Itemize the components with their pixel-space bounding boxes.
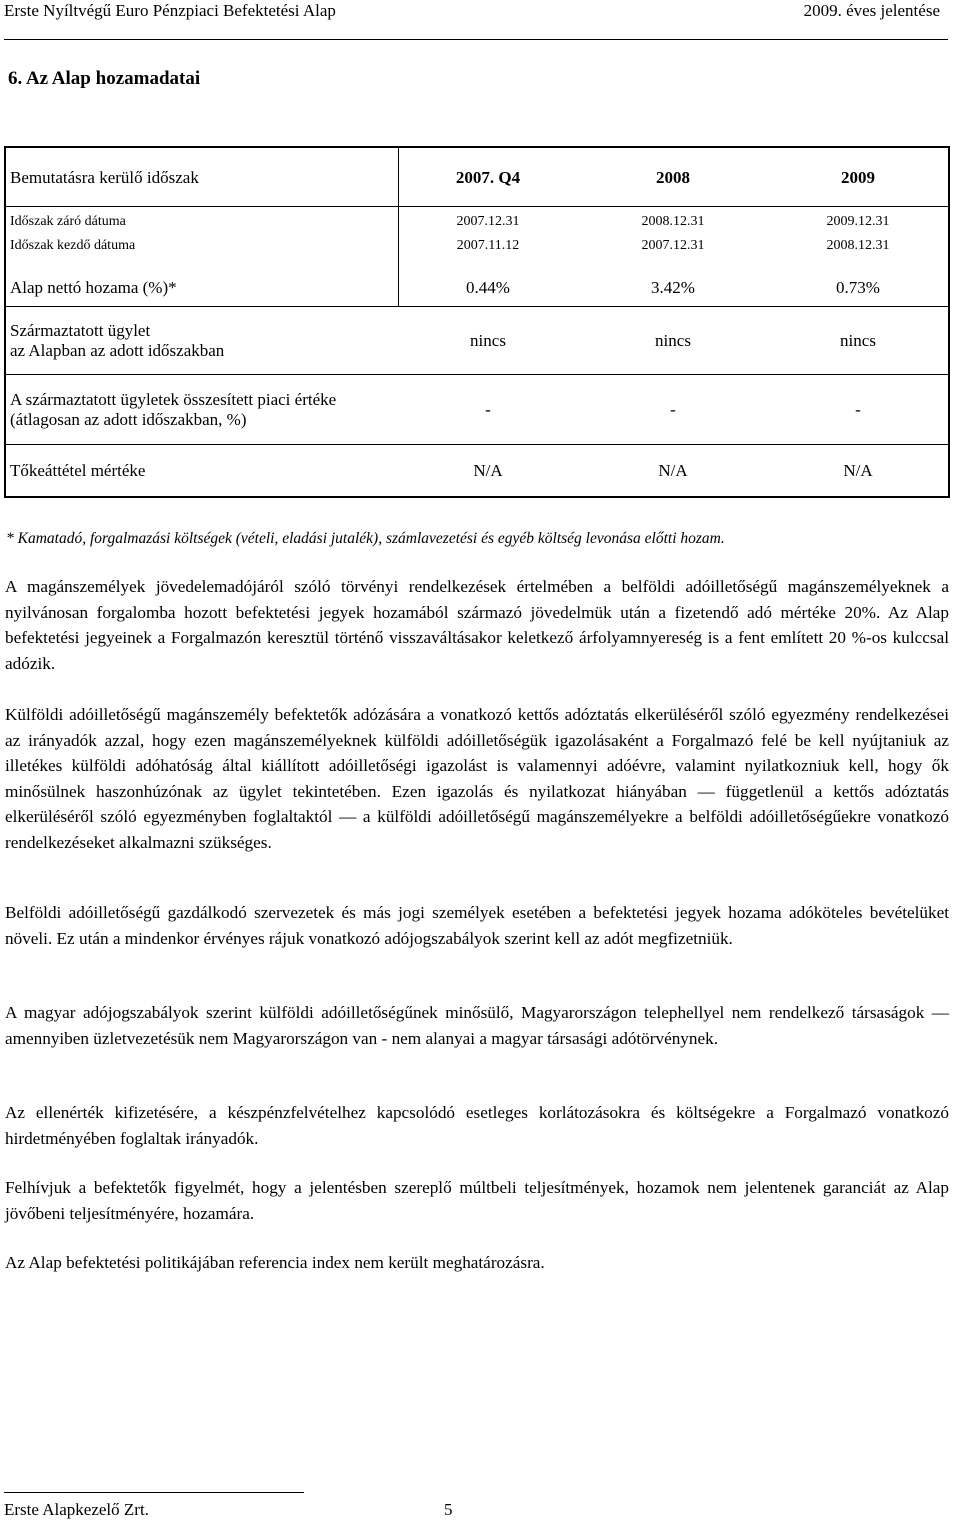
paragraph-foreign-tax: Külföldi adóilletőségű magánszemély befektetők adózására a vonatkozó kettős adóztatás elkerüléséről szóló egyezmény rendelkezései az irányadók azzal, hogy ezen magánszemélyeknek külföldi adóilletőségük igazolásaként a Forgalmazó felé be kell nyújtaniuk az illetékes külföldi adóhatóság által kiállított adóilletőségi igazolást is valamennyi adóévre, valamint nyilatkozniuk kell, hogy ők minősülnek haszonhúzónak az ügylet tekintetében. Ezen igazolás és nyilatkozat hiányában — függetlenül a kettős adóztatás elkerüléséről szóló egyezményben foglaltaktól — a külföldi adóilletőségű magánszemélyekre a belföldi adóilletőségűekre vonatkozó rendelkezéseket alkalmazni szükséges. xyxy=(5,705,949,852)
col-2009: 2009 xyxy=(841,168,875,187)
cell-value: nincs xyxy=(655,331,691,350)
row-label-line: az Alapban az adott időszakban xyxy=(10,341,225,360)
cell-value: - xyxy=(670,400,676,419)
table-divider xyxy=(6,306,948,307)
row-label-line: Származtatott ügylet xyxy=(10,321,151,340)
col-2008: 2008 xyxy=(656,168,690,187)
row-label: Alap nettó hozama (%)* xyxy=(10,278,177,297)
row-label-line: (átlagosan az adott időszakban, %) xyxy=(10,410,247,429)
table-row-header xyxy=(6,166,948,190)
row-label xyxy=(6,321,398,361)
cell-value: - xyxy=(485,400,491,419)
paragraph-payment-restrictions: Az ellenérték kifizetésére, a készpénzfelvételhez kapcsolódó esetleges korlátozásokra és költségekre a Forgalmazó vonatkozó hirdetményében foglaltak irányadók. xyxy=(5,1103,949,1148)
row-label: Időszak záró dátuma xyxy=(10,214,126,229)
paragraph-past-performance: Felhívjuk a befektetők figyelmét, hogy a jelentésben szereplő múltbeli teljesítmények, hozamok nem jelentenek garanciát az Alap jövőbeni teljesítményére, hozamára. xyxy=(5,1178,949,1223)
paragraph-domestic-entities: Belföldi adóilletőségű gazdálkodó szervezetek és más jogi személyek esetében a befektetési jegyek hozama adóköteles bevételüket növeli. Ez után a mindenkor érvényes rájuk vonatkozó adójogszabályok szerint kell az adót megfizetniük. xyxy=(5,903,949,948)
returns-table xyxy=(4,146,950,498)
cell-value: - xyxy=(855,400,861,419)
table-row-leverage xyxy=(6,458,948,484)
cell-value: 2009.12.31 xyxy=(826,214,890,229)
row-label: Időszak kezdő dátuma xyxy=(10,238,136,253)
table-row-derivative xyxy=(6,310,948,372)
cell-value: 2008.12.31 xyxy=(641,214,705,229)
table-row-net-return xyxy=(6,276,948,300)
paragraph-foreign-companies: A magyar adójogszabályok szerint külföldi adóilletőségűnek minősülő, Magyarországon telephellyel nem rendelkező társaságok — amennyiben üzletvezetésük nem Magyarországon van - nem alanyai a magyar társasági adótörvénynek. xyxy=(5,1003,949,1048)
cell-value: N/A xyxy=(473,461,503,480)
cell-value: N/A xyxy=(658,461,688,480)
header-fund-name: Erste Nyíltvégű Euro Pénzpiaci Befektetési Alap xyxy=(4,1,336,20)
table-row-end-date xyxy=(6,212,948,232)
col-2007q4: 2007. Q4 xyxy=(455,168,521,187)
cell-value: 2007.12.31 xyxy=(641,238,705,253)
row-label xyxy=(6,390,398,430)
table-divider xyxy=(6,206,948,207)
row-label: Tőkeáttétel mértéke xyxy=(10,461,146,480)
cell-value: nincs xyxy=(470,331,506,350)
paragraph-benchmark: Az Alap befektetési politikájában referencia index nem került meghatározásra. xyxy=(5,1253,545,1272)
cell-value: N/A xyxy=(843,461,873,480)
table-row-derivative-value xyxy=(6,378,948,442)
cell-value: 3.42% xyxy=(651,278,695,297)
row-label-line: A származtatott ügyletek összesített piaci értéke xyxy=(10,390,337,409)
cell-value: 0.44% xyxy=(466,278,510,297)
cell-value: 2008.12.31 xyxy=(826,238,890,253)
page-number: 5 xyxy=(444,1500,453,1519)
section-title: 6. Az Alap hozamadatai xyxy=(8,68,201,89)
paragraph-personal-tax: A magánszemélyek jövedelemadójáról szóló törvényi rendelkezések értelmében a belföldi adóilletőségű magánszemélyeknek a nyilvánosan forgalomba hozott befektetési jegyek hozamából származó jövedelmük után a fizetendő adó mértéke 20%. Az Alap befektetési jegyeinek a Forgalmazón keresztül történő visszaváltásakor keletkező árfolyamnyereség is a fent említett 20 %-os kulccsal adózik. xyxy=(5,577,949,673)
table-footnote: * Kamatadó, forgalmazási költségek (vételi, eladási jutalék), számlavezetési és egyéb költség levonása előtti hozam. xyxy=(6,530,725,547)
cell-value: 0.73% xyxy=(836,278,880,297)
table-divider xyxy=(6,444,948,445)
cell-value: 2007.11.12 xyxy=(456,238,520,253)
cell-value: 2007.12.31 xyxy=(456,214,520,229)
table-row-start-date xyxy=(6,236,948,256)
table-divider xyxy=(6,374,948,375)
footer-rule xyxy=(4,1492,304,1493)
cell-value: nincs xyxy=(840,331,876,350)
header-report-title: 2009. éves jelentése xyxy=(803,1,940,20)
header-rule xyxy=(4,39,948,40)
header-label: Bemutatásra kerülő időszak xyxy=(10,168,199,187)
footer-company: Erste Alapkezelő Zrt. xyxy=(4,1500,149,1519)
